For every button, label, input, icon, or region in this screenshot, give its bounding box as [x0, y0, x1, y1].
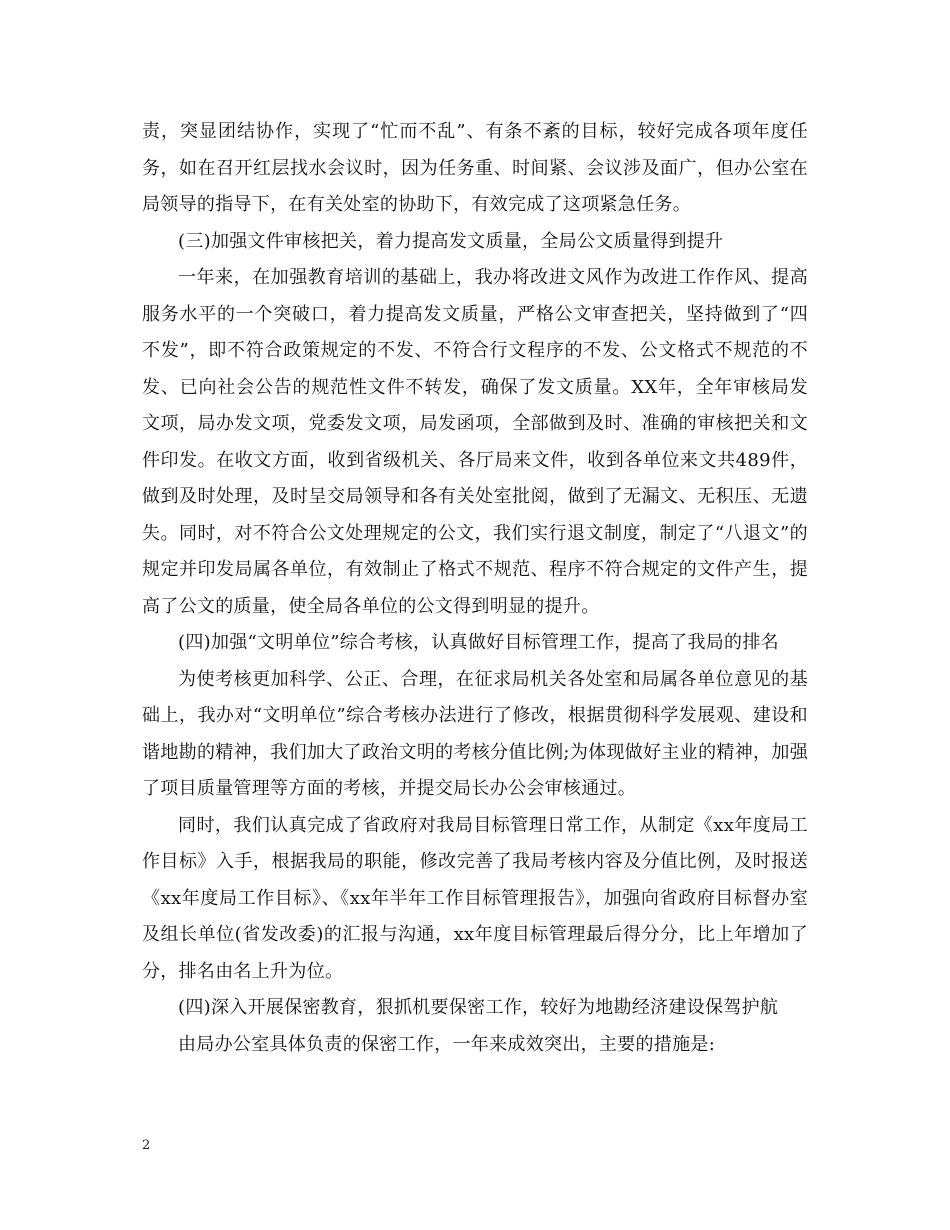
paragraph-1: 责，突显团结协作，实现了“忙而不乱”、有条不紊的目标，较好完成各项年度任务，如在召开红层找水会议时，因为任务重、时间紧、会议涉及面广，但办公室在局领导的指导下，在有关处室的协助下，有效完成了这项紧急任务。 — [142, 121, 808, 215]
paragraph-3: 为使考核更加科学、公正、合理，在征求局机关各处室和局属各单位意见的基础上，我办对“文明单位”综合考核办法进行了修改，根据贯彻科学发展观、建设和谐地勘的精神，我们加大了政治文明的考核分值比例;为体现做好主业的精神，加强了项目质量管理等方面的考核，并提交局长办公会审核通过。 — [142, 668, 808, 799]
paragraph-5: 由局办公室具体负责的保密工作，一年来成效突出，主要的措施是: — [178, 1033, 716, 1055]
section-heading-3: (三)加强文件审核把关，着力提高发文质量，全局公文质量得到提升 — [178, 230, 724, 252]
page-number: 2 — [142, 1138, 151, 1153]
document-body — [142, 114, 808, 1063]
paragraph-2: 一年来，在加强教育培训的基础上，我办将改进文风作为改进工作作风、提高服务水平的一个突破口，着力提高发文质量，严格公文审查把关，坚持做到了“四不发”，即不符合政策规定的不发、不符合行文程序的不发、公文格式不规范的不发、已向社会公告的规范性文件不转发，确保了发文质量。XX年，全年审核局发文项，局办发文项，党委发文项，局发函项，全部做到及时、准确的审核把关和文件印发。在收文方面，收到省级机关、各厅局来文件，收到各单位来文共489件，做到及时处理，及时呈交局领导和各有关处室批阅，做到了无漏文、无积压、无遗失。同时，对不符合公文处理规定的公文，我们实行退文制度，制定了“八退文”的规定并印发局属各单位，有效制止了格式不规范、程序不符合规定的文件产生，提高了公文的质量，使全局各单位的公文得到明显的提升。 — [142, 267, 808, 617]
paragraph-4: 同时，我们认真完成了省政府对我局目标管理日常工作，从制定《xx年度局工作目标》入手，根据我局的职能，修改完善了我局考核内容及分值比例，及时报送《xx年度局工作目标》、《xx年半年工作目标管理报告》，加强向省政府目标督办室及组长单位(省发改委)的汇报与沟通，xx年度目标管理最后得分分，比上年增加了分，排名由名上升为位。 — [142, 814, 808, 982]
section-heading-4b: (四)深入开展保密教育，狠抓机要保密工作，较好为地勘经济建设保驾护航 — [178, 997, 779, 1018]
section-heading-4: (四)加强“文明单位”综合考核，认真做好目标管理工作，提高了我局的排名 — [178, 632, 779, 653]
